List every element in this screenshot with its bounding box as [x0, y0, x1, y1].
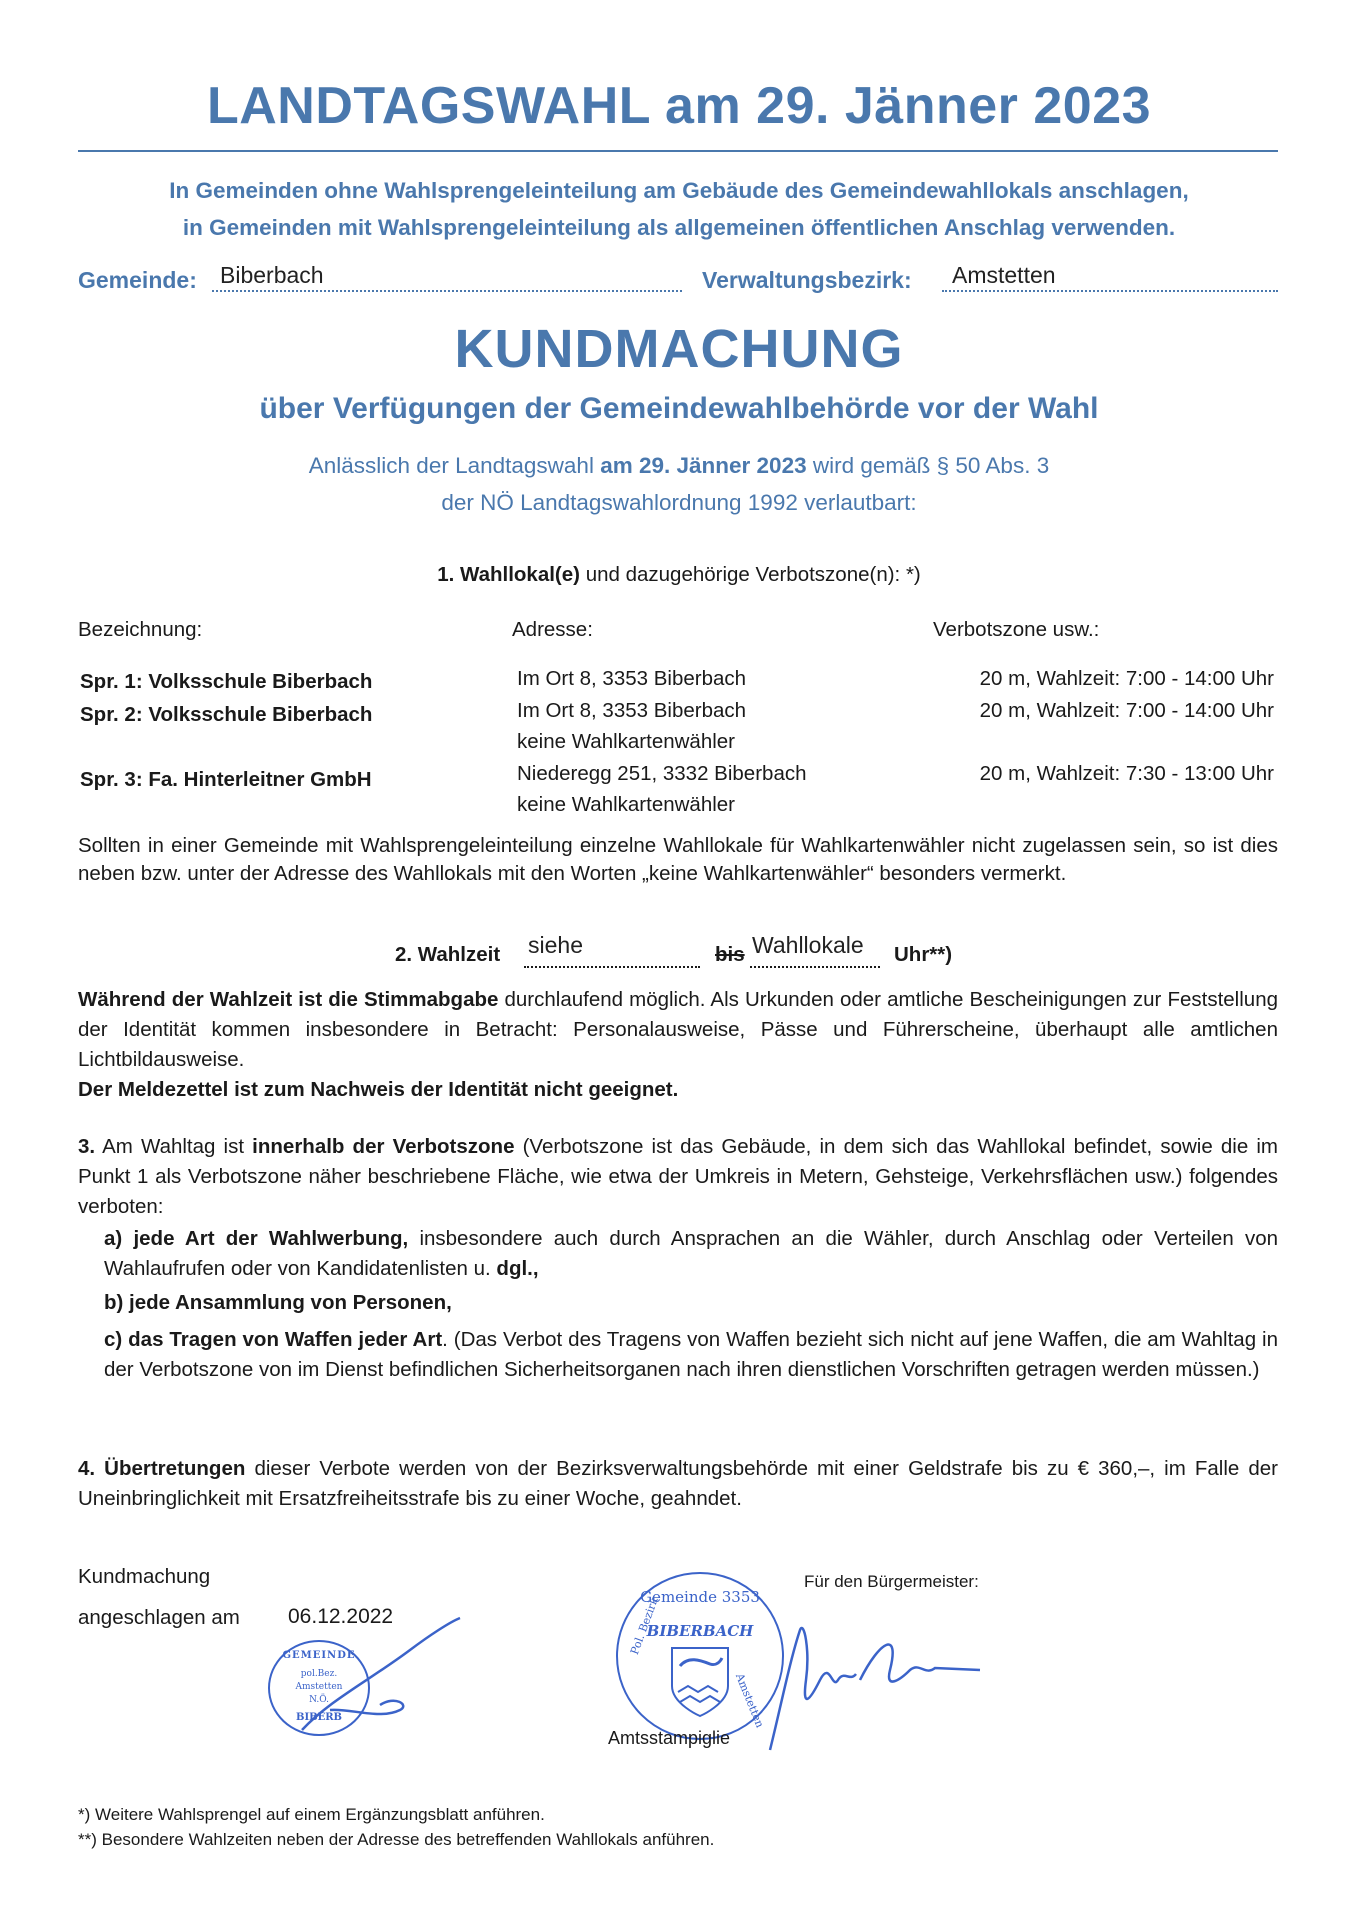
- wahllokal-row-3-address: Niederegg 251, 3332 Biberbach: [517, 762, 807, 785]
- posting-instruction-1: In Gemeinden ohne Wahlsprengeleinteilung am Gebäude des Gemeindewahllokals anschlagen,: [169, 178, 1189, 203]
- header-rule: [78, 150, 1278, 152]
- posting-date: 06.12.2022: [288, 1605, 394, 1628]
- wahllokal-row-3-note: keine Wahlkartenwähler: [517, 793, 736, 816]
- col-header-bezeichnung: Bezeichnung:: [78, 618, 203, 641]
- election-title: LANDTAGSWAHL am 29. Jänner 2023: [206, 77, 1152, 135]
- buergermeister-label: Für den Bürgermeister:: [804, 1572, 979, 1591]
- bezirk-label: Verwaltungsbezirk:: [702, 267, 912, 293]
- amtsstampiglie-label: Amtsstampiglie: [608, 1728, 731, 1748]
- intro-line-2: der NÖ Landtagswahlordnung 1992 verlautbart:: [441, 490, 917, 515]
- col-header-verbotszone: Verbotszone usw.:: [933, 618, 1100, 641]
- wahllokal-row-1-name: Spr. 1: Volksschule Biberbach: [80, 670, 373, 693]
- section3-item-c: c) das Tragen von Waffen jeder Art. (Das Verbot des Tragens von Waffen bezieht sich nicht auf jene Waffen, die am Wahltag in der Verbotszone von im Dienst befindlichen Sicherheitsorganen nach ihren dienstlichen Vorschriften getragen werden müssen.): [104, 1328, 1278, 1381]
- intro-line-1: Anlässlich der Landtagswahl am 29. Jänner 2023 wird gemäß § 50 Abs. 3: [308, 453, 1050, 478]
- wahllokal-row-3-zone: 20 m, Wahlzeit: 7:30 - 13:00 Uhr: [979, 762, 1274, 785]
- footnote-2: **) Besondere Wahlzeiten neben der Adresse des betreffenden Wahllokals anführen.: [78, 1830, 715, 1849]
- wahlzeit-paragraph: Während der Wahlzeit ist die Stimmabgabe durchlaufend möglich. Als Urkunden oder amtliche Bescheinigungen zur Feststellung der Identität kommen insbesondere in Betracht: Personalausweise, Pässe und Führerscheine, überhaupt alle amtlichen Lichtbildausweise.: [78, 988, 1278, 1071]
- wahlzeit-from-value: siehe: [528, 932, 583, 958]
- footer-angeschlagen: angeschlagen am: [78, 1606, 240, 1629]
- wahlzeit-uhr: Uhr**): [894, 943, 953, 966]
- meldezettel-note: Der Meldezettel ist zum Nachweis der Identität nicht geeignet.: [78, 1078, 679, 1101]
- small-official-stamp: GEMEINDE pol.Bez. Amstetten N.Ö. BIBERB: [268, 1640, 370, 1736]
- section1-note: Sollten in einer Gemeinde mit Wahlsprengeleinteilung einzelne Wahllokale für Wahlkartenwähler nicht zugelassen sein, so ist dies neben bzw. unter der Adresse des Wahllokals mit den Worten „keine Wahlkartenwähler“ besonders vermerkt.: [78, 834, 1278, 885]
- gemeinde-value: Biberbach: [220, 262, 324, 288]
- section3-item-b: b) jede Ansammlung von Personen,: [104, 1291, 452, 1314]
- col-header-adresse: Adresse:: [512, 618, 593, 641]
- bezirk-value: Amstetten: [952, 262, 1056, 288]
- section3-intro: 3. Am Wahltag ist innerhalb der Verbotszone (Verbotszone ist das Gebäude, in dem sich das Wahllokal befindet, sowie die im Punkt 1 als Verbotszone näher beschriebene Fläche, wie etwa der Umkreis in Metern, Gehsteige, Verkehrsflächen usw.) folgendes verboten:: [78, 1135, 1278, 1218]
- mayor-signature: [740, 1610, 990, 1760]
- wahllokal-row-2-zone: 20 m, Wahlzeit: 7:00 - 14:00 Uhr: [979, 699, 1274, 722]
- wahllokal-row-2-address: Im Ort 8, 3353 Biberbach: [517, 699, 747, 722]
- footer-kundmachung: Kundmachung: [78, 1565, 211, 1588]
- wahllokal-row-1-zone: 20 m, Wahlzeit: 7:00 - 14:00 Uhr: [979, 667, 1274, 690]
- section3-item-a: a) jede Art der Wahlwerbung, insbesondere auch durch Ansprachen an die Wähler, durch Anschlag oder Verteilen von Wahlaufrufen oder von Kandidatenlisten u. dgl.,: [104, 1227, 1278, 1280]
- wahlzeit-bis: bis: [715, 943, 745, 966]
- footnote-1: *) Weitere Wahlsprengel auf einem Ergänzungsblatt anführen.: [78, 1805, 545, 1824]
- section4-paragraph: 4. Übertretungen dieser Verbote werden von der Bezirksverwaltungsbehörde mit einer Geldstrafe bis zu € 360,–, im Falle der Uneinbringlichkeit mit Ersatzfreiheitsstrafe bis zu einer Woche, geahndet.: [78, 1457, 1278, 1510]
- kundmachung-title: KUNDMACHUNG: [454, 319, 904, 379]
- posting-signature: [290, 1610, 470, 1740]
- municipal-seal: Gemeinde 3353 BIBERBACH Pol. Bezirk Amstetten: [616, 1572, 784, 1740]
- gemeinde-label: Gemeinde:: [78, 267, 197, 293]
- wahllokal-row-1-address: Im Ort 8, 3353 Biberbach: [517, 667, 747, 690]
- wahllokal-row-2-name: Spr. 2: Volksschule Biberbach: [80, 703, 373, 726]
- posting-instruction-2: in Gemeinden mit Wahlsprengeleinteilung als allgemeinen öffentlichen Anschlag verwenden.: [182, 215, 1176, 240]
- section1-heading: 1. Wahllokal(e) und dazugehörige Verbotszone(n): *): [437, 563, 921, 586]
- kundmachung-subtitle: über Verfügungen der Gemeindewahlbehörde vor der Wahl: [259, 392, 1099, 425]
- coat-of-arms-icon: [670, 1646, 730, 1718]
- wahlzeit-to-value: Wahllokale: [752, 932, 864, 958]
- wahlzeit-label: 2. Wahlzeit: [395, 943, 501, 966]
- wahllokal-row-3-name: Spr. 3: Fa. Hinterleitner GmbH: [80, 768, 372, 791]
- wahllokal-row-2-note: keine Wahlkartenwähler: [517, 730, 736, 753]
